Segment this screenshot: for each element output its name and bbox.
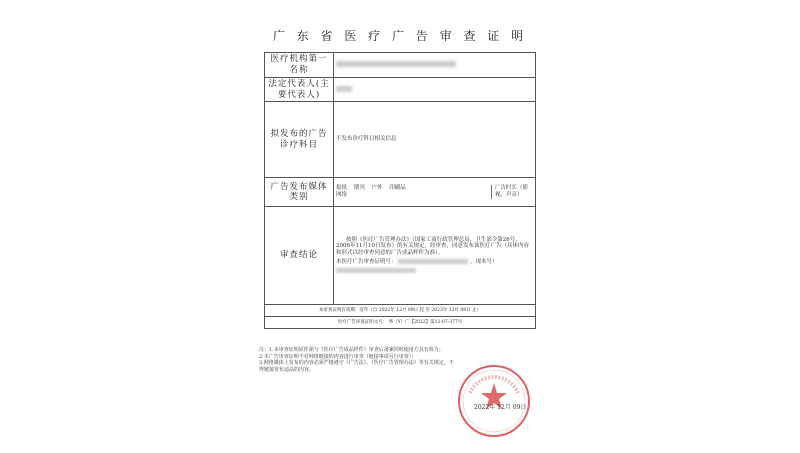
conclusion-text: 按照《医疗广告管理办法》（国家工商行政管理总局、卫生部令第26号，2006年11月10日发布）的有关规定，经审查，同意发布该医疗广告（具体内容和形式以经审查同意的广告成品样件为准）。	[336, 236, 529, 257]
media-type-item: 报纸	[336, 185, 348, 192]
ad-subjects-label: 拟发布的广告诊疗科目	[265, 102, 334, 178]
cert-no-row	[265, 317, 536, 329]
stamp-date: 2022年 12月 09日	[474, 404, 527, 411]
cert-no-text: 医疗广告审查证明文号： 粤（Y）广【2022】第12-07-377号	[265, 317, 536, 329]
institution-value	[334, 53, 536, 78]
conclusion-row	[265, 207, 536, 305]
media-type-item: 期刊	[353, 185, 365, 192]
conclusion-code-label: 本医疗广告审查证明号：	[336, 259, 397, 266]
conclusion-sign: ，现本号）	[470, 259, 498, 266]
redacted-line	[336, 268, 533, 275]
legal-rep-row	[265, 78, 536, 102]
legal-rep-label: 法定代表人(主要代表人)	[265, 78, 334, 102]
conclusion-value	[334, 207, 536, 305]
media-types-list	[336, 185, 411, 192]
note-line: 2.本广告审查证明不对网络链接的内容进行审查（链接事项另行审查）；	[259, 353, 417, 360]
media-duration-box: 广告时长（影视、声音）	[491, 185, 533, 199]
media-label: 广告发布媒体类别	[265, 178, 334, 207]
ad-subjects-value: 不发布诊疗科目相关信息	[334, 102, 536, 178]
institution-row	[265, 53, 536, 78]
media-type-item: 印刷品	[389, 185, 406, 192]
note-line: 注：1.本审查证明原件须与《医疗广告成品样件》审查后备案同时使用方具有效力；	[259, 347, 444, 353]
institution-label: 医疗机构第一名称	[265, 53, 334, 78]
note-line: 3.网络媒体上发布的内容必须严格遵守《广告法》、《医疗广告管理办法》等有关规定，不	[259, 360, 454, 366]
media-network: 网络	[336, 192, 348, 199]
certificate-table	[264, 52, 536, 329]
document-title: 广 东 省 医 疗 广 告 审 查 证 明	[272, 29, 528, 43]
conclusion-label: 审查结论	[265, 207, 334, 305]
media-value	[334, 178, 536, 207]
ad-subjects-row	[265, 102, 536, 178]
media-row	[265, 178, 536, 207]
official-seal-icon	[456, 363, 532, 439]
redacted-legal-rep-name	[336, 86, 352, 92]
redacted-code	[398, 259, 468, 264]
media-type-item: 户外	[371, 185, 383, 192]
conclusion-code-line	[336, 259, 533, 266]
redacted-institution-name	[336, 61, 456, 67]
validity-text: 本审查证明有效期：壹年（自 2022年 12月 09日 起 至 2023年 12月 08日 止）	[265, 305, 536, 317]
validity-row	[265, 305, 536, 317]
legal-rep-value	[334, 78, 536, 102]
note-line: 得链接发布违法的内容。	[259, 366, 315, 373]
redacted-text	[336, 268, 416, 273]
